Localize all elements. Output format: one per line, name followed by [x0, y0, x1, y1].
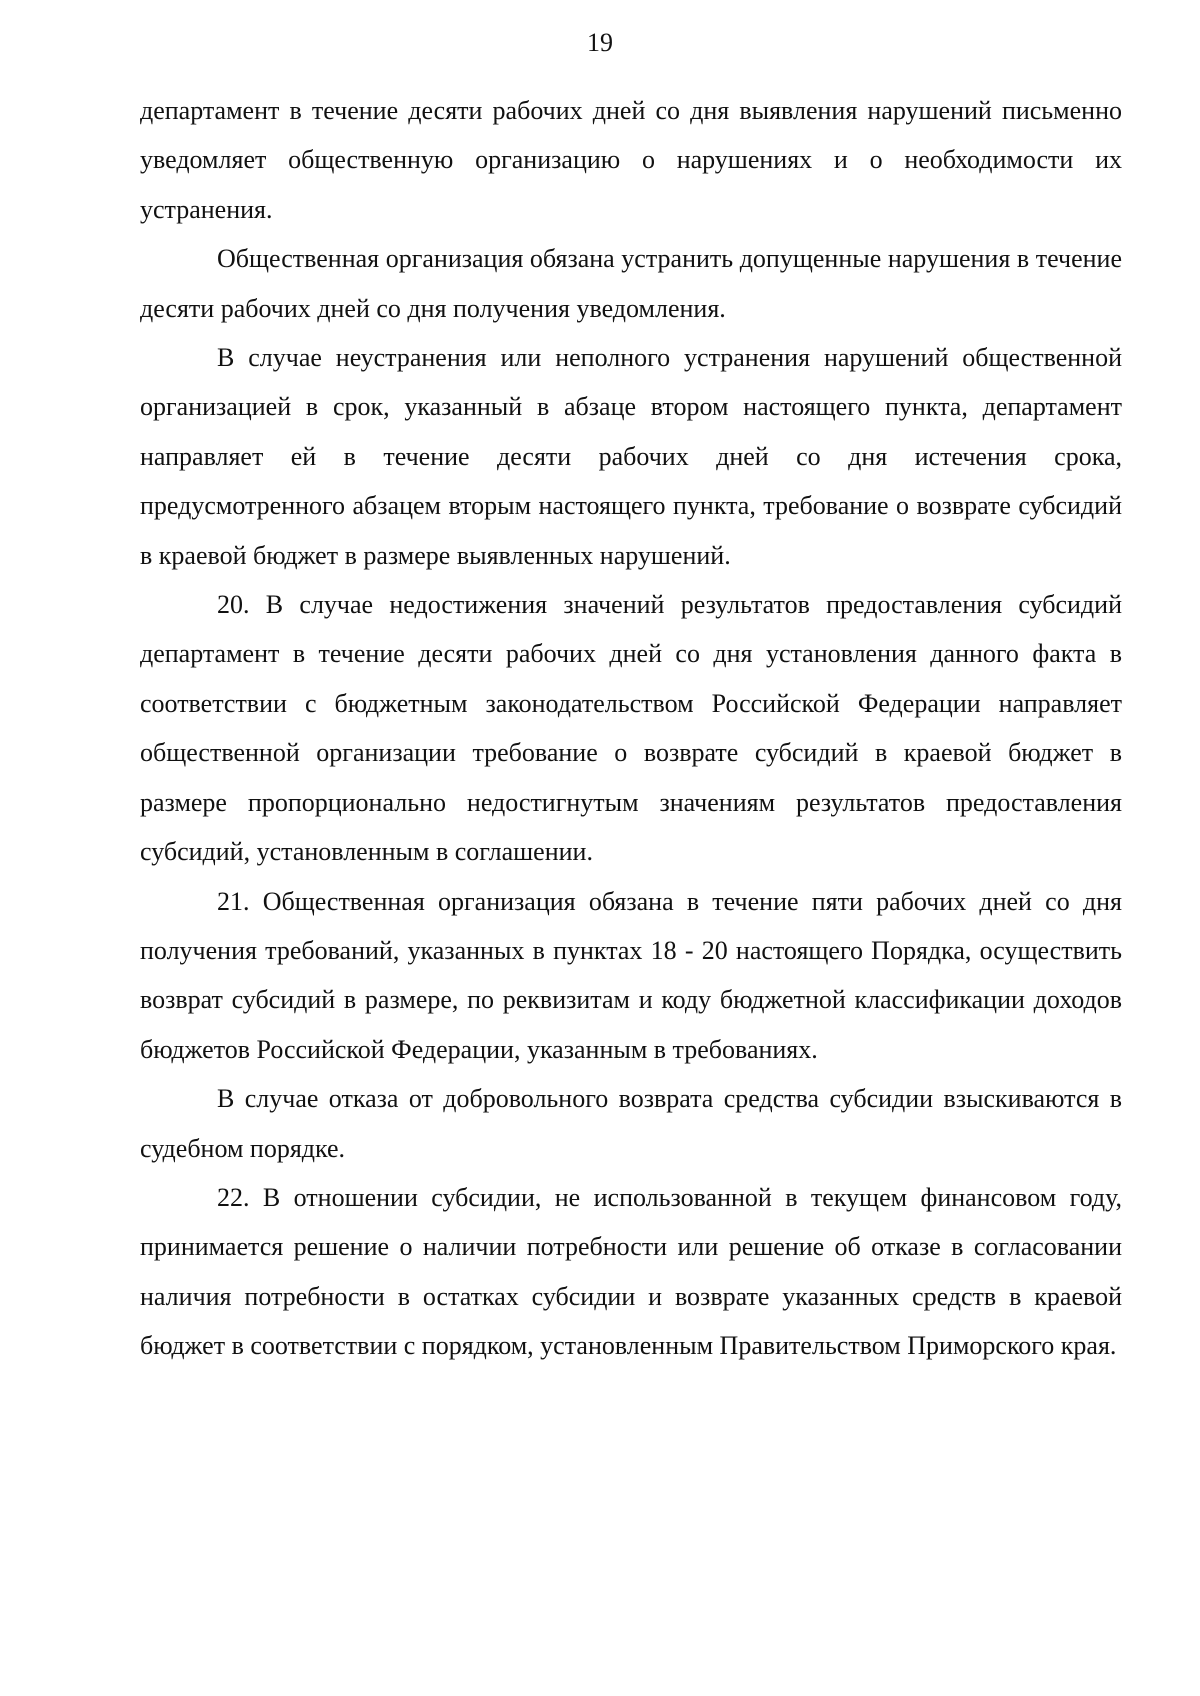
paragraph-obligation-to-fix: Общественная организация обязана устранить допущенные нарушения в течение десяти рабочих дней со дня получения уведомления.	[140, 244, 1122, 323]
paragraph-item-22: 22. В отношении субсидии, не использованной в текущем финансовом году, принимается решение о наличии потребности или решение об отказе в согласовании наличия потребности в остатках субсидии и возврате указанных средств в краевой бюджет в соответствии с порядком, установленным Правительством Приморского края.	[140, 1182, 1122, 1361]
page-number: 19	[587, 28, 613, 57]
paragraph-continuation: департамент в течение десяти рабочих дней со дня выявления нарушений письменно уведомляет общественную организацию о нарушениях и о необходимости их устранения.	[140, 96, 1122, 224]
paragraph-non-elimination: В случае неустранения или неполного устранения нарушений общественной организацией в срок, указанный в абзаце втором настоящего пункта, департамент направляет ей в течение десяти рабочих дней со дня истечения срока, предусмотренного абзацем вторым настоящего пункта, требование о возврате субсидий в краевой бюджет в размере выявленных нарушений.	[140, 343, 1122, 570]
paragraph-item-20: 20. В случае недостижения значений результатов предоставления субсидий департамент в течение десяти рабочих дней со дня установления данного факта в соответствии с бюджетным законодательством Российской Федерации направляет общественной организации требование о возврате субсидий в краевой бюджет в размере пропорционально недостигнутым значениям результатов предоставления субсидий, установленным в соглашении.	[140, 590, 1122, 867]
document-body	[140, 86, 1122, 1371]
paragraph-refusal: В случае отказа от добровольного возврата средства субсидии взыскиваются в судебном порядке.	[140, 1084, 1122, 1163]
paragraph-item-21: 21. Общественная организация обязана в течение пяти рабочих дней со дня получения требований, указанных в пунктах 18 - 20 настоящего Порядка, осуществить возврат субсидий в размере, по реквизитам и коду бюджетной классификации доходов бюджетов Российской Федерации, указанным в требованиях.	[140, 886, 1122, 1064]
